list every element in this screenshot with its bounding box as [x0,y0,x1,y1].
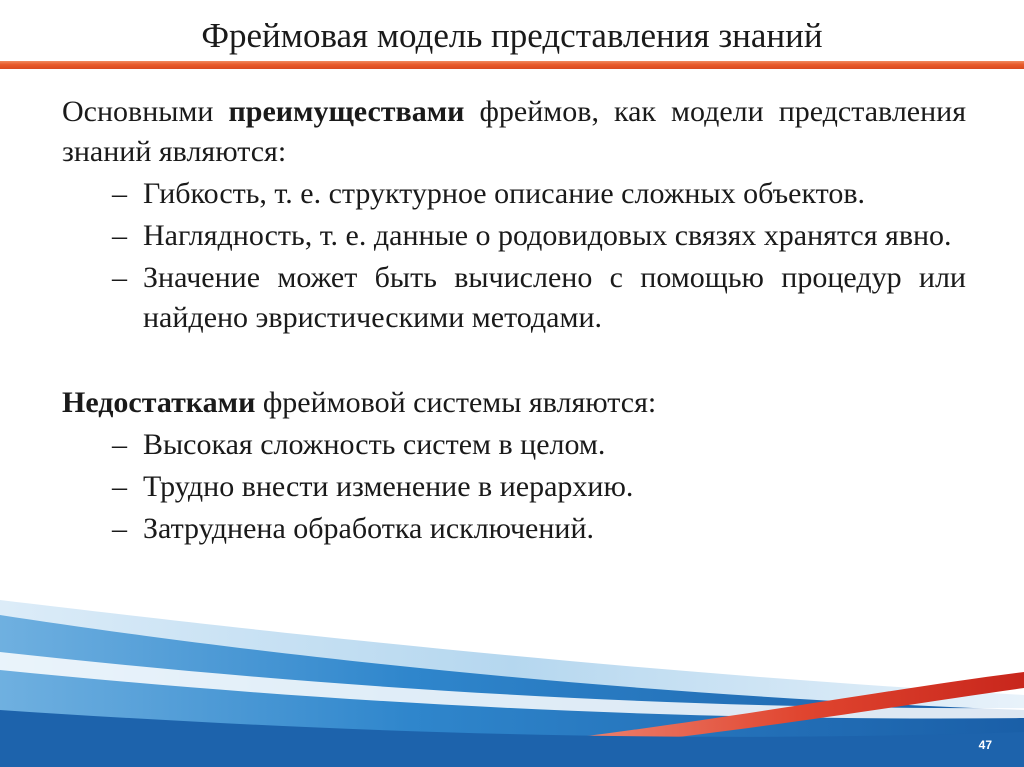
advantages-list [62,174,966,338]
advantage-text: Наглядность, т. е. данные о родовидовых связях хранятся явно. [143,219,952,252]
advantages-intro-start: Основными [62,95,214,128]
list-dash: – [112,219,127,252]
advantage-item [62,258,966,338]
advantage-item [62,174,966,214]
list-dash: – [112,512,127,545]
section-gap [62,338,966,383]
list-dash: – [112,470,127,503]
advantage-text: Гибкость, т. е. структурное описание сложных объектов. [143,177,866,210]
disadvantages-keyword: Недостатками [62,386,256,419]
slide-title: Фреймовая модель представления знаний [201,16,823,55]
disadvantages-intro-end: фреймовой системы являются: [262,386,657,419]
page-number: 47 [978,738,992,752]
advantages-intro-end: фреймов, как модели представления знаний являются: [62,95,967,168]
list-dash: – [112,177,127,210]
disadvantages-list [62,425,966,549]
decorative-wave-footer [0,560,1024,767]
disadvantage-text: Трудно внести изменение в иерархию. [143,470,634,503]
advantages-keyword: преимуществами [228,95,465,128]
advantage-text: Значение может быть вычислено с помощью процедур или найдено эвристическими методами. [143,261,966,334]
disadvantage-text: Затруднена обработка исключений. [143,512,595,545]
disadvantage-item [62,425,966,465]
list-dash: – [112,261,127,294]
disadvantage-item [62,467,966,507]
title-divider [0,61,1024,69]
list-dash: – [112,428,127,461]
disadvantage-item [62,509,966,549]
advantages-intro [62,92,966,172]
slide-body [62,92,966,549]
disadvantage-text: Высокая сложность систем в целом. [143,428,606,461]
advantage-item [62,216,966,256]
disadvantages-intro [62,383,966,423]
